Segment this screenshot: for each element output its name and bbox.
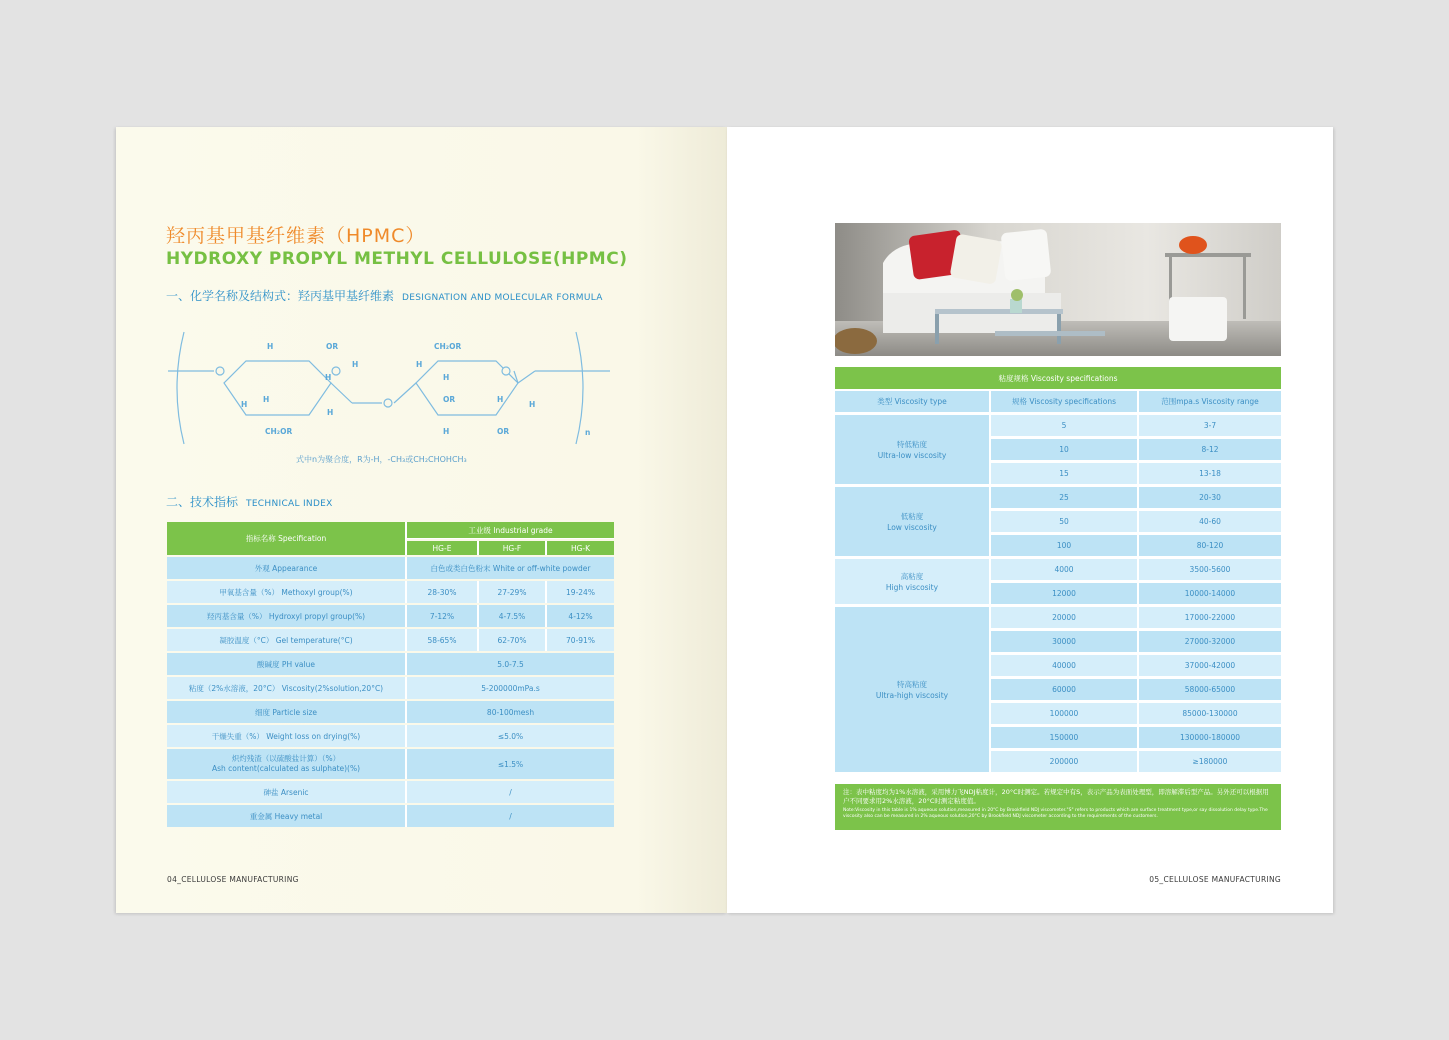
viscosity-category	[835, 607, 991, 775]
spec-name: 细度 Particle size	[167, 701, 407, 723]
formula-label-h: H	[416, 360, 423, 369]
viscosity-range: 27000-32000	[1139, 631, 1281, 655]
spec-header: 指标名称 Specification	[167, 522, 407, 555]
viscosity-spec: 20000	[991, 607, 1139, 631]
spec-value: 5-200000mPa.s	[407, 677, 614, 699]
viscosity-note	[835, 784, 1281, 830]
grade-header: 工业级 Industrial grade	[407, 522, 614, 539]
viscosity-range: 37000-42000	[1139, 655, 1281, 679]
page-footer-left: 04_CELLULOSE MANUFACTURING	[167, 875, 299, 884]
viscosity-range: 80-120	[1139, 535, 1281, 559]
spec-value: ≤1.5%	[407, 749, 614, 779]
viscosity-range: 58000-65000	[1139, 679, 1281, 703]
spec-value: 62-70%	[479, 629, 547, 651]
formula-label-h: H	[443, 373, 450, 382]
spec-value: 70-91%	[547, 629, 614, 651]
spec-name: 凝胶温度（°C） Gel temperature(°C)	[167, 629, 407, 651]
spec-name: 重金属 Heavy metal	[167, 805, 407, 827]
spec-value: 58-65%	[407, 629, 479, 651]
category-cn: 特低粘度	[897, 439, 927, 449]
table-row	[835, 559, 1281, 583]
viscosity-category	[835, 559, 991, 607]
table-row	[167, 805, 614, 827]
section-heading-technical	[166, 493, 333, 510]
viscosity-range: 10000-14000	[1139, 583, 1281, 607]
table-row	[167, 725, 614, 747]
viscosity-spec: 50	[991, 511, 1139, 535]
viscosity-spec: 100000	[991, 703, 1139, 727]
formula-label-n: n	[585, 428, 591, 437]
header-viscosity-range: 范围mpa.s Viscosity range	[1139, 391, 1281, 415]
formula-label-h: H	[263, 395, 270, 404]
viscosity-range: 13-18	[1139, 463, 1281, 487]
formula-label-h: H	[352, 360, 359, 369]
viscosity-spec: 40000	[991, 655, 1139, 679]
section-heading-technical-en: TECHNICAL INDEX	[246, 499, 333, 509]
viscosity-note-cn: 注：表中粘度均为1%水溶液，采用博力飞NDJ粘度计，20°C时测定。若规定中有S，表示产品为表面处理型，即溶解滞后型产品。另外还可以根据用户不同要求用2%水溶液，20°C时测定粘度值。	[843, 788, 1269, 805]
viscosity-spec: 150000	[991, 727, 1139, 751]
viscosity-range: 40-60	[1139, 511, 1281, 535]
living-room-photo	[835, 223, 1281, 356]
formula-label-h: H	[325, 373, 332, 382]
grade-hg-f: HG-F	[479, 541, 547, 555]
table-row	[835, 487, 1281, 511]
formula-label-or: OR	[443, 395, 456, 404]
formula-label-or: OR	[326, 342, 339, 351]
spec-value: /	[407, 781, 614, 803]
viscosity-category	[835, 487, 991, 559]
grade-hg-k: HG-K	[547, 541, 614, 555]
spec-name: 外观 Appearance	[167, 557, 407, 579]
viscosity-spec: 12000	[991, 583, 1139, 607]
viscosity-specifications-table	[835, 367, 1281, 775]
spec-name	[167, 749, 407, 779]
category-en: Ultra-high viscosity	[875, 690, 949, 700]
viscosity-category	[835, 415, 991, 487]
formula-label-h: H	[327, 408, 334, 417]
table-row	[167, 581, 614, 603]
table-row	[167, 677, 614, 699]
spec-value: 4-12%	[547, 605, 614, 627]
viscosity-range: 3-7	[1139, 415, 1281, 439]
table-row	[167, 701, 614, 723]
formula-caption: 式中n为聚合度，R为-H，-CH₃或CH₂CHOHCH₃	[296, 455, 467, 464]
spec-value: 7-12%	[407, 605, 479, 627]
spec-value: 80-100mesh	[407, 701, 614, 723]
formula-label-or: OR	[497, 427, 510, 436]
spec-name-en: Ash content(calculated as sulphate)(%)	[211, 764, 361, 773]
formula-label-h: H	[529, 400, 536, 409]
viscosity-spec: 60000	[991, 679, 1139, 703]
spec-value: 19-24%	[547, 581, 614, 603]
category-cn: 低粘度	[900, 511, 924, 521]
spec-value: 白色或类白色粉末 White or off-white powder	[407, 557, 614, 579]
viscosity-range: ≥180000	[1139, 751, 1281, 775]
formula-label-ch2or: CH₂OR	[265, 427, 293, 436]
spec-name: 酸碱度 PH value	[167, 653, 407, 675]
molecular-formula-diagram	[166, 327, 616, 449]
spec-value: 4-7.5%	[479, 605, 547, 627]
technical-index-table	[167, 520, 614, 829]
viscosity-range: 85000-130000	[1139, 703, 1281, 727]
left-page	[116, 127, 727, 913]
viscosity-table-title: 粘度规格 Viscosity specifications	[835, 367, 1281, 391]
viscosity-spec: 100	[991, 535, 1139, 559]
section-heading-formula	[166, 287, 603, 304]
table-row	[167, 629, 614, 651]
category-en: Ultra-low viscosity	[877, 450, 947, 460]
section-heading-formula-cn: 一、化学名称及结构式：羟丙基甲基纤维素	[166, 289, 395, 303]
spec-name: 羟丙基含量（%） Hydroxyl propyl group(%)	[167, 605, 407, 627]
viscosity-range: 8-12	[1139, 439, 1281, 463]
table-row	[835, 415, 1281, 439]
title-english: HYDROXY PROPYL METHYL CELLULOSE(HPMC)	[166, 249, 628, 269]
spec-value: ≤5.0%	[407, 725, 614, 747]
spec-name: 干燥失重（%） Weight loss on drying(%)	[167, 725, 407, 747]
viscosity-range: 130000-180000	[1139, 727, 1281, 751]
viscosity-spec: 15	[991, 463, 1139, 487]
spec-name: 粘度（2%水溶液，20°C） Viscosity(2%solution,20°C)	[167, 677, 407, 699]
page-footer-right: 05_CELLULOSE MANUFACTURING	[1149, 875, 1281, 884]
table-row	[835, 607, 1281, 631]
grade-hg-e: HG-E	[407, 541, 479, 555]
viscosity-spec: 5	[991, 415, 1139, 439]
table-row	[167, 653, 614, 675]
viscosity-note-en: Note:Viscosity in this table is 1% aqueous solution,measured in 20°C by Brookfield NDJ viscometer."S" refers to products which are surface treatment type,or say dissolution delay type.The viscosity also can be measured in 2% aqueous solution,20°C by Brookfield NDJ viscometer according to the requirements of the customers.	[843, 808, 1268, 819]
spec-value: 28-30%	[407, 581, 479, 603]
spec-value: 5.0-7.5	[407, 653, 614, 675]
viscosity-range: 20-30	[1139, 487, 1281, 511]
spec-name: 砷盐 Arsenic	[167, 781, 407, 803]
formula-label-h: H	[267, 342, 274, 351]
formula-label-ch2or: CH₂OR	[434, 342, 462, 351]
category-cn: 特高粘度	[897, 679, 927, 689]
formula-label-h: H	[241, 400, 248, 409]
header-viscosity-spec: 规格 Viscosity specifications	[991, 391, 1139, 415]
category-en: High viscosity	[885, 582, 939, 592]
spec-value: 27-29%	[479, 581, 547, 603]
right-page	[727, 127, 1333, 913]
viscosity-spec: 4000	[991, 559, 1139, 583]
spec-name-cn: 炽灼残渣（以硫酸盐计算）（%）	[231, 754, 341, 763]
table-row	[167, 605, 614, 627]
viscosity-spec: 25	[991, 487, 1139, 511]
viscosity-range: 3500-5600	[1139, 559, 1281, 583]
header-viscosity-type: 类型 Viscosity type	[835, 391, 991, 415]
viscosity-range: 17000-22000	[1139, 607, 1281, 631]
viscosity-spec: 10	[991, 439, 1139, 463]
table-row	[167, 749, 614, 779]
spec-value: /	[407, 805, 614, 827]
category-cn: 高粘度	[900, 571, 924, 581]
viscosity-spec: 30000	[991, 631, 1139, 655]
spec-name: 甲氧基含量（%） Methoxyl group(%)	[167, 581, 407, 603]
table-row	[167, 557, 614, 579]
section-heading-formula-en: DESIGNATION AND MOLECULAR FORMULA	[402, 293, 603, 303]
category-en: Low viscosity	[887, 522, 937, 532]
formula-label-h: H	[497, 395, 504, 404]
formula-label-h: H	[443, 427, 450, 436]
table-row	[167, 781, 614, 803]
section-heading-technical-cn: 二、技术指标	[166, 495, 239, 509]
viscosity-spec: 200000	[991, 751, 1139, 775]
title-chinese: 羟丙基甲基纤维素（HPMC）	[166, 225, 426, 247]
